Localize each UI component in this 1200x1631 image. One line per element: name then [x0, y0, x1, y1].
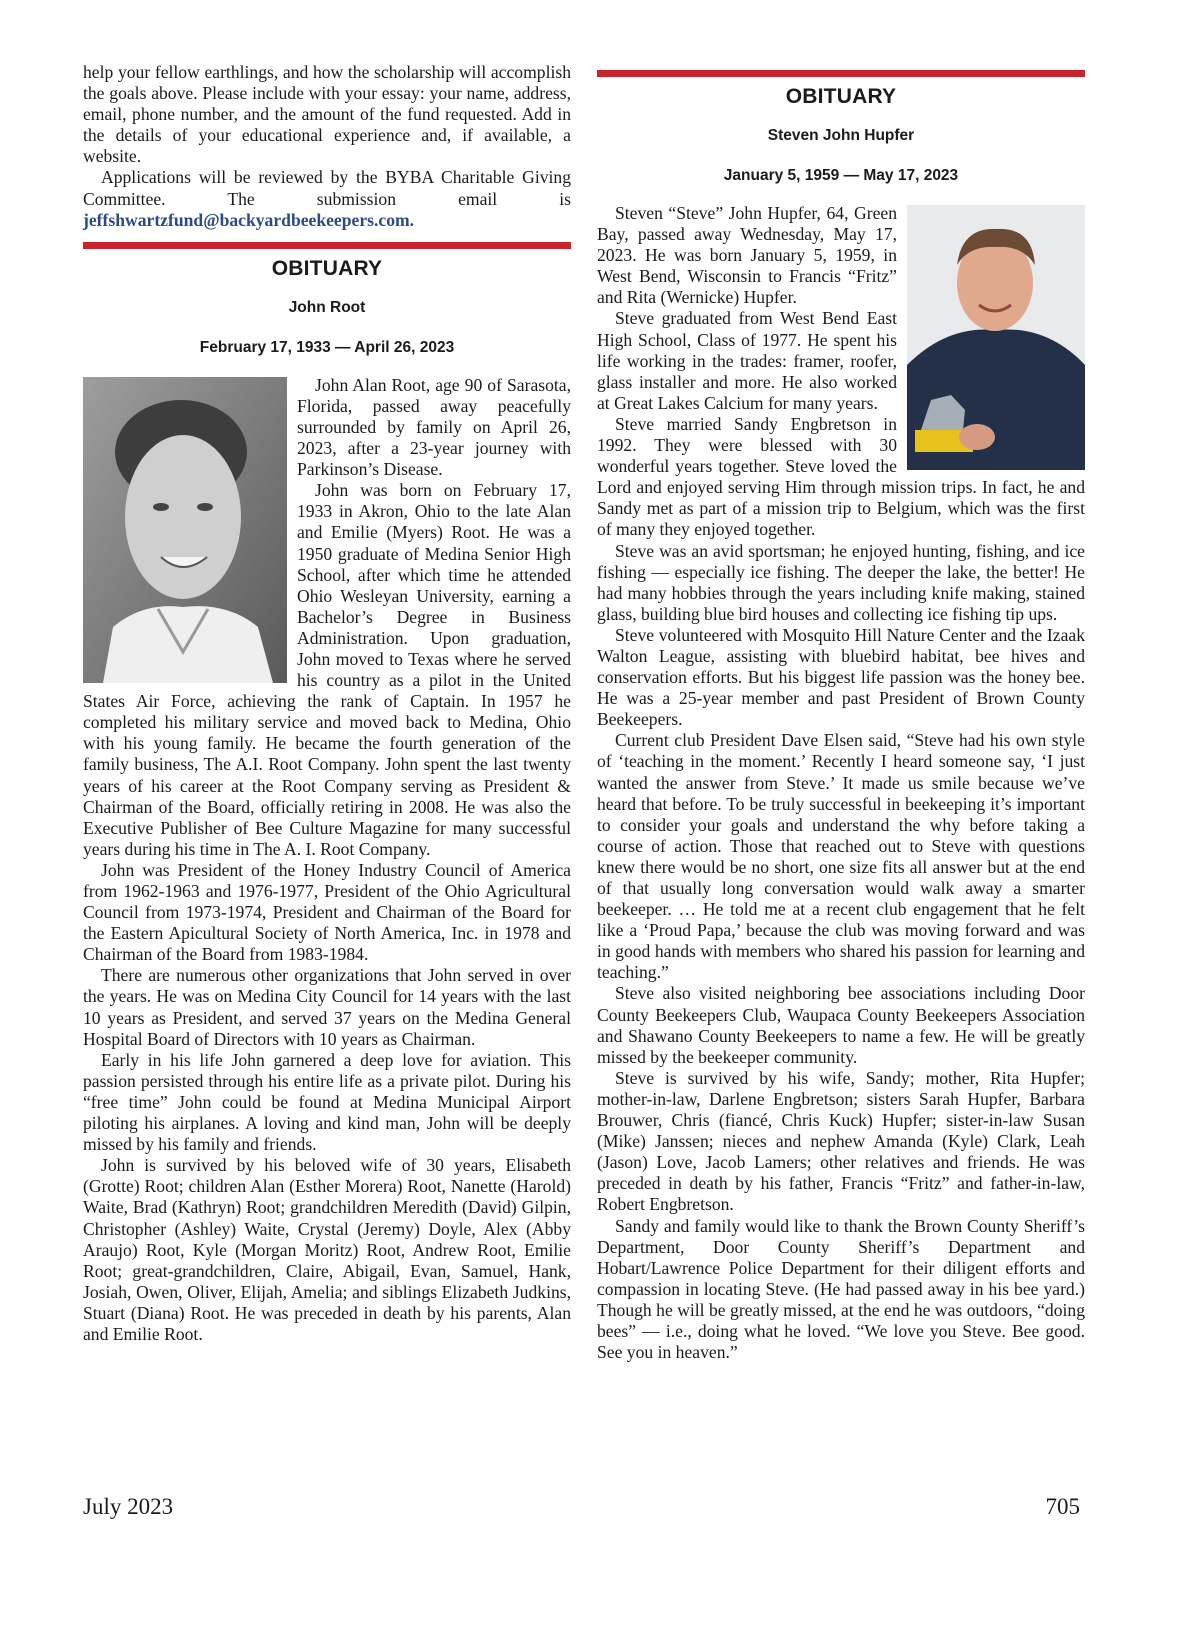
obituary-dates: February 17, 1933 — April 26, 2023: [199, 338, 455, 356]
obituary-heading: OBITUARY: [271, 256, 383, 280]
email-period: .: [409, 209, 415, 230]
right-column: [597, 70, 1085, 1363]
obituary-name: John Root: [288, 298, 366, 316]
submission-email-link[interactable]: jeffshwartzfund@backyardbeekeepers.com: [83, 209, 410, 230]
issue-date: July 2023: [83, 1494, 174, 1519]
applications-paragraph: [83, 167, 571, 230]
obituary-name: Steven John Hupfer: [767, 127, 915, 144]
obituary-paragraph: Steven “Steve” John Hupfer, 64, Green Bay, passed away Wednesday, May 17, 2023. He was born January 5, 1959, in West Bend, Wisconsin to Francis “Fritz” and Rita (Wernicke) Hupfer.: [597, 203, 897, 308]
applications-text: Applications will be reviewed by the BYBA Charitable Giving Committee. The submission email is: [83, 167, 571, 209]
section-divider: [597, 70, 1085, 77]
obituary-paragraph: Current club President Dave Elsen said, “Steve had his own style of ‘teaching in the moment.’ Recently I heard someone say, ‘I just wanted the answer from Steve.’ It made us smile because we’ve heard that before. To be truly successful in beekeeping it’s important to consider your goals and understand the why before taking a course of action. Those that reached out to Steve with questions knew there would be no short, one size fits all answer but at the end of that usually long conversation would walk away a smarter beekeeper. … He told me at a recent club engagement that he felt like a ‘Proud Papa,’ because the club was moving forward and was in good hands with members who shared his passion for learning and teaching.”: [597, 730, 1085, 983]
steven-hupfer-photo: [907, 205, 1085, 470]
obituary-dates: January 5, 1959 — May 17, 2023: [723, 167, 959, 184]
obituary-paragraph: Sandy and family would like to thank the Brown County Sheriff’s Department, Door County Sheriff’s Department and Hobart/Lawrence Police Department for their diligent efforts and compassion in locating Steve. (He had passed away in his bee yard.) Though he will be greatly missed, at the end he was outdoors, “doing bees” — i.e., doing what he loved. “We love you Steve. Bee good. See you in heaven.”: [597, 1215, 1085, 1363]
obituary-paragraph: There are numerous other organizations that John served in over the years. He was on Medina City Council for 14 years with the last 10 years as President, and served 37 years on the Medina General Hospital Board of Directors with 10 years as Chairman.: [83, 965, 571, 1049]
obituary-paragraph: Steve also visited neighboring bee associations including Door County Beekeepers Club, Waupaca County Beekeepers Association and Shawano County Beekeepers to name a few. He will be greatly missed by the beekeeper community.: [597, 983, 1085, 1067]
obituary-paragraph: Steve is survived by his wife, Sandy; mother, Rita Hupfer; mother-in-law, Darlene Engbretson; sisters Sarah Hupfer, Barbara Brouwer, Chris (fiancé, Chris Kuck) Hupfer; sister-in-law Susan (Mike) Janssen; nieces and nephew Amanda (Kyle) Clark, Leah (Jason) Love, Jacob Lamers; other relatives and friends. He was preceded in death by his father, Francis “Fritz” and father-in-law, Robert Engbretson.: [597, 1067, 1085, 1215]
section-divider: [83, 242, 571, 249]
john-root-portrait-photo: [83, 377, 287, 683]
scholarship-paragraph: help your fellow earthlings, and how the scholarship will accomplish the goals above. Please include with your essay: your name, address, email, phone number, and the amount of the fund requested. Add in the details of your educational experience and, if available, a website.: [83, 62, 571, 167]
obituary-heading: OBITUARY: [785, 85, 897, 108]
obituary-paragraph: Steve married Sandy Engbretson in 1992. They were blessed with 30 wonderful years together. Steve loved the Lord and enjoyed serving Him through mission trips. In fact, he and Sandy met as part of a mission trip to Belgium, which was the first of many they enjoyed together.: [597, 413, 1085, 540]
portrait-illustration: [907, 205, 1085, 470]
obituary-paragraph: John was born on February 17, 1933 in Akron, Ohio to the late Alan and Emilie (Myers) Root. He was a 1950 graduate of Medina Senior High School, after which time he attended Ohio Wesleyan University, earning a Bachelor’s Degree in Business Administration. Upon graduation, John moved to Texas where he served his country as a pilot in the United States Air Force, achieving the rank of Captain. In 1957 he completed his military service and moved back to Medina, Ohio with his young family. He became the fourth generation of the family business, The A.I. Root Company. John spent the last twenty years of his career at the Root Company serving as President & Chairman of the Board, officially retiring in 2008. He was also the Executive Publisher of Bee Culture Magazine for many successful years during his time in The A. I. Root Company.: [83, 480, 571, 859]
page-number: 705: [1045, 1494, 1080, 1519]
portrait-illustration: [83, 377, 287, 683]
obituary-paragraph: John Alan Root, age 90 of Sarasota, Florida, passed away peacefully surrounded by family on April 26, 2023, after a 23-year journey with Parkinson’s Disease.: [297, 374, 571, 480]
obituary-paragraph: Steve was an avid sportsman; he enjoyed hunting, fishing, and ice fishing — especially ice fishing. The deeper the lake, the better! He had many hobbies through the years including knife making, stained glass, building blue bird houses and collecting ice fishing tip ups.: [597, 540, 1085, 624]
obituary-paragraph: John is survived by his beloved wife of 30 years, Elisabeth (Grotte) Root; children Alan (Esther Morera) Root, Nanette (Harold) Waite, Brad (Kathryn) Root; grandchildren Meredith (David) Gilpin, Christopher (Ashley) Waite, Crystal (Jeremy) Doyle, Alex (Abby Araujo) Root, Kyle (Morgan Moritz) Root, Andrew Root, Emilie Root; great-grandchildren, Claire, Abigail, Evan, Samuel, Hank, Josiah, Owen, Oliver, Elijah, Amelia; and siblings Elizabeth Judkins, Stuart (Diana) Root. He was preceded in death by his parents, Alan and Emilie Root.: [83, 1155, 571, 1344]
obituary-paragraph: Early in his life John garnered a deep love for aviation. This passion persisted through his entire life as a private pilot. During his “free time” John could be found at Medina Municipal Airport piloting his airplanes. A loving and kind man, John will be deeply missed by his family and friends.: [83, 1049, 571, 1155]
obituary-paragraph: Steve graduated from West Bend East High School, Class of 1977. He spent his life working in the trades: framer, roofer, glass installer and more. He also worked at Great Lakes Calcium for many years.: [597, 308, 897, 413]
obituary-paragraph: Steve volunteered with Mosquito Hill Nature Center and the Izaak Walton League, assisting with bluebird habitat, bee hives and conservation efforts. But his biggest life passion was the honey bee. He was a 25-year member and past President of Brown County Beekeepers.: [597, 624, 1085, 730]
obituary-paragraph: John was President of the Honey Industry Council of America from 1962-1963 and 1976-1977, President of the Ohio Agricultural Council from 1973-1974, President and Chairman of the Board for the Eastern Apicultural Society of North America, Inc. in 1978 and Chairman of the Board from 1983-1984.: [83, 859, 571, 965]
left-column: [83, 62, 571, 1345]
